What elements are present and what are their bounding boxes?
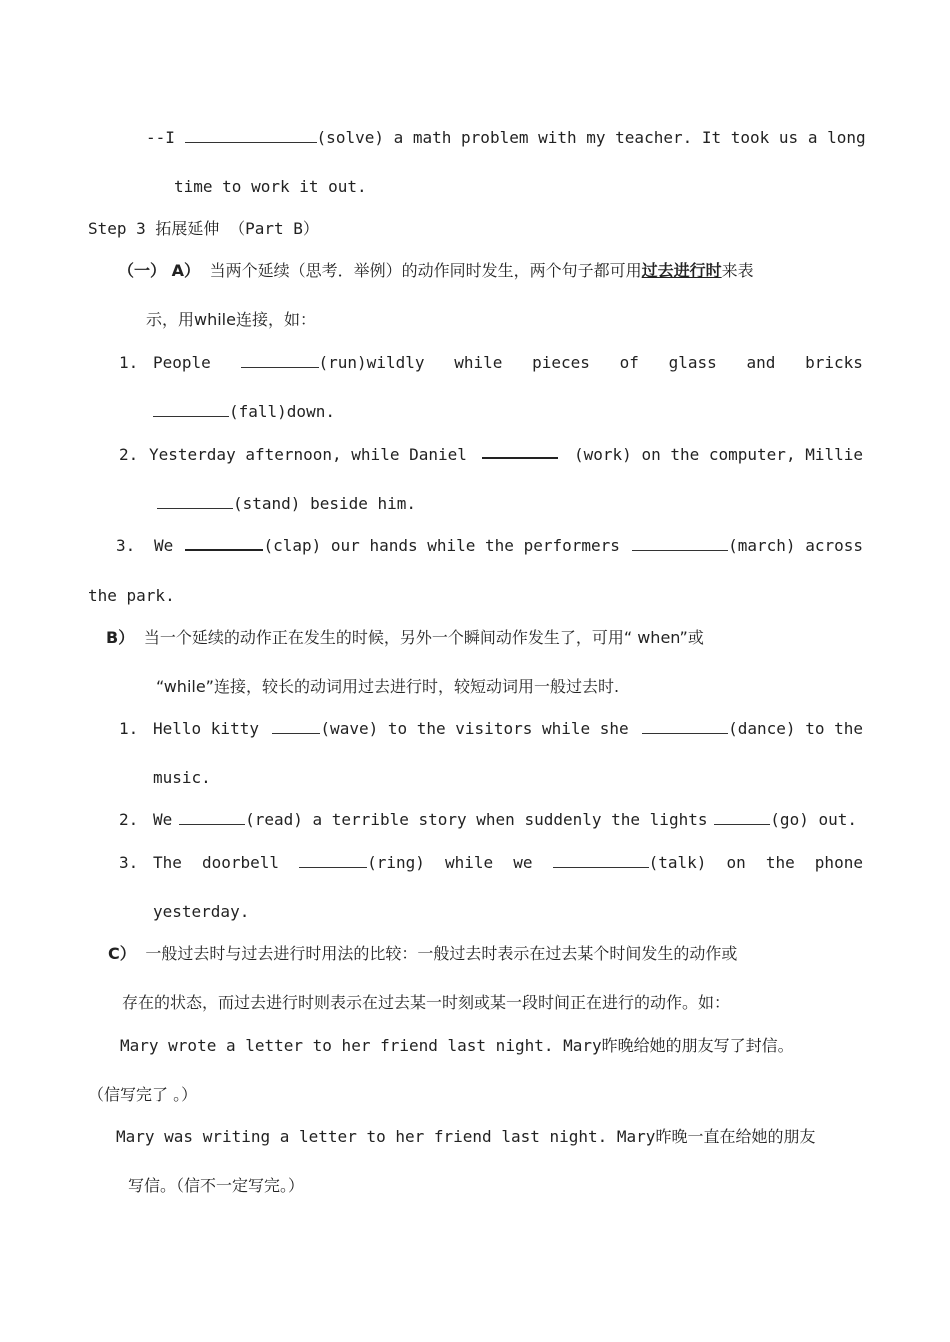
section-a-label: （一） A） [118,261,200,280]
b2-text: (read) a terrible story when suddenly the lights [245,810,708,829]
a2-text: Yesterday afternoon, while Daniel [149,445,467,464]
answer-blank[interactable] [482,443,558,459]
answer-blank[interactable] [179,810,245,825]
a2-text: (work) on the computer, Millie [574,445,863,464]
a1-word: pieces [532,353,590,372]
a3-text: (clap) our hands while the performers [263,536,620,555]
b3-word: the [765,853,795,872]
section-a-emphasis: 过去进行时 [641,261,722,280]
section-a-text-end: 来表 [721,261,754,280]
a3-we: We [154,536,174,555]
section-c-text: 一般过去时与过去进行时用法的比较：一般过去时表示在过去某个时间发生的动作或 [145,944,738,963]
a2-number: 2. [119,445,139,464]
a2-line2-text: (stand) beside him. [233,494,417,513]
intro-line-1 [146,126,866,150]
b2-number: 2. [119,810,139,829]
answer-blank[interactable] [714,810,770,825]
a3-march-group [632,534,863,558]
answer-blank[interactable] [299,853,367,868]
section-c-example-2-line-2: 写信。（信不一定写完。） [128,1176,305,1195]
b2-text: We [153,810,173,829]
b1-text: Hello kitty [153,719,259,738]
section-c-label: C） [108,944,136,963]
section-c-example-1: Mary wrote a letter to her friend last night. Mary昨晚给她的朋友写了封信。 [120,1036,794,1055]
section-a-intro-line-2: 示，用while连接，如： [146,310,316,329]
a1-word: and [746,353,776,372]
section-b-intro [106,626,704,650]
b2-go-group [714,808,857,832]
a3-line-2: the park. [88,586,175,605]
b3-word: we [513,853,533,872]
a1-word: (run)wildly [318,353,425,372]
b1-text: (dance) to the [728,719,863,738]
a3-line-1 [154,534,863,558]
a2-line-1 [149,443,863,467]
section-c-intro-line-2: 存在的状态，而过去进行时则表示在过去某一时刻或某一段时间正在进行的动作。如： [122,993,731,1012]
b1-line-2: music. [153,768,211,787]
answer-blank[interactable] [157,494,233,509]
a1-blank-group [241,351,425,375]
section-c-example-1-note: （信写完了 。） [88,1085,198,1104]
b1-number: 1. [119,719,139,738]
section-b-label: B） [106,628,135,647]
section-b-text: 当一个延续的动作正在发生的时候，另外一个瞬间动作发生了，可用“ when”或 [143,628,704,647]
b3-ring-group [299,851,425,875]
a1-word: glass [668,353,717,372]
section-c-example-2: Mary was writing a letter to her friend last night. Mary昨晚一直在给她的朋友 [116,1127,816,1146]
section-b-intro-line-2: “while”连接，较长的动词用过去进行时，较短动词用一般过去时. [156,677,620,696]
answer-blank[interactable] [153,402,229,417]
section-a-text: 当两个延续（思考．举例）的动作同时发生，两个句子都可用 [209,261,642,280]
a1-word: bricks [805,353,863,372]
b1-line-1 [153,717,863,741]
answer-blank[interactable] [185,535,263,551]
answer-blank[interactable] [553,853,649,868]
b3-word: (ring) [367,853,425,872]
section-a-intro [118,259,754,283]
answer-blank[interactable] [642,719,728,734]
a2-line-2 [157,492,416,516]
b3-line-2: yesterday. [153,902,250,921]
step3-heading: Step 3 拓展延伸 （Part B） [88,219,319,238]
a1-word: of [619,353,639,372]
b3-word: doorbell [201,853,280,872]
b3-word: (talk) [648,853,707,872]
a1-word: while [454,353,503,372]
a1-line-2 [153,400,335,424]
b2-read-group [179,808,707,832]
a3-clap-group [185,534,619,558]
b2-line-1 [153,808,857,832]
section-c-intro [108,942,737,966]
answer-blank[interactable] [632,536,728,551]
b1-text: (wave) to the visitors while she [320,719,629,738]
answer-blank[interactable] [272,719,320,734]
b3-word: The [153,853,182,872]
b3-word: on [726,853,746,872]
b3-number: 3. [119,853,139,872]
b1-wave-group [272,717,628,741]
b3-word: phone [814,853,863,872]
intro-prefix: --I [146,128,175,147]
a1-line2-text: (fall)down. [229,402,335,421]
answer-blank[interactable] [241,353,319,368]
a3-text: (march) across [728,536,863,555]
intro-line-2: time to work it out. [174,177,367,196]
answer-blank[interactable] [185,128,317,143]
b3-talk-group [553,851,707,875]
a1-line-1 [153,351,863,375]
a1-word: People [153,353,211,372]
b1-dance-group [642,717,863,741]
a3-number: 3. [116,536,136,555]
a1-number: 1. [119,353,139,372]
b2-text: (go) out. [770,810,857,829]
intro-rest: (solve) a math problem with my teacher. It took us a long [316,128,866,147]
b3-word: while [445,853,494,872]
b3-line-1 [153,851,863,875]
